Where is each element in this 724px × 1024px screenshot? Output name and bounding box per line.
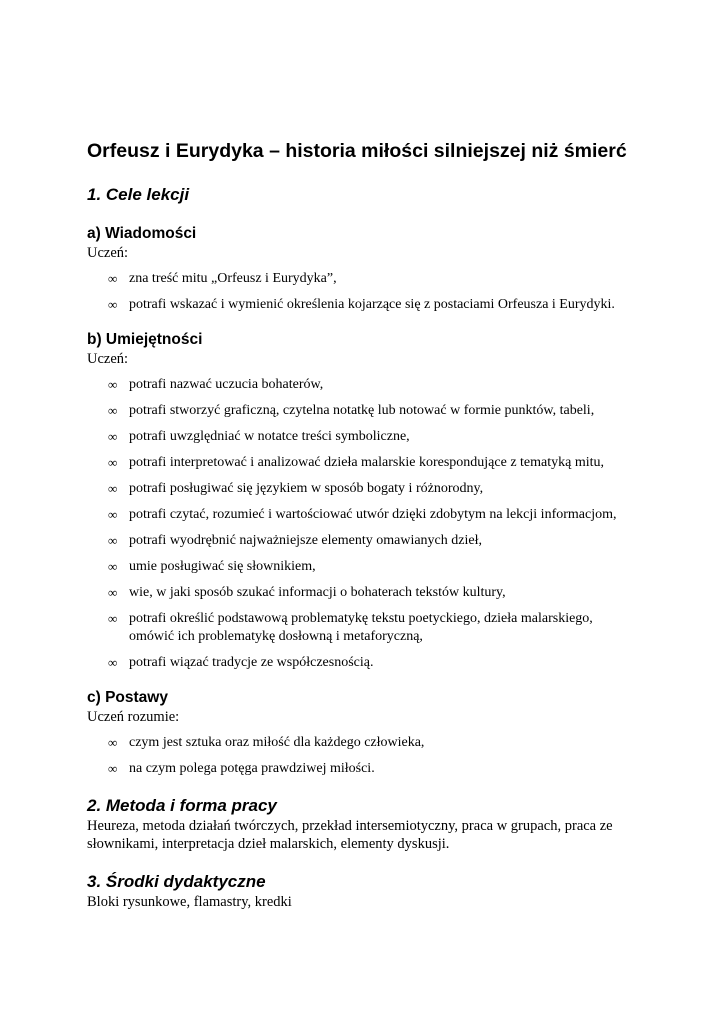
section-heading-resources: 3. Środki dydaktyczne <box>87 872 266 892</box>
infinity-bullet-icon: ∞ <box>108 271 118 286</box>
infinity-bullet-icon: ∞ <box>108 760 118 776</box>
infinity-bullet-icon: ∞ <box>108 507 118 523</box>
document-title: Orfeusz i Eurydyka – historia miłości silniejszej niż śmierć <box>87 140 627 162</box>
resources-text: Bloki rysunkowe, flamastry, kredki <box>87 894 292 911</box>
list-item: ∞ potrafi wyodrębnić najważniejsze elementy omawianych dzieł, <box>108 533 482 549</box>
list-item: ∞ umie posługiwać się słownikiem, <box>108 559 316 575</box>
list-item: ∞ na czym polega potęga prawdziwej miłości. <box>108 760 375 776</box>
intro-student-understands: Uczeń rozumie: <box>87 708 180 725</box>
infinity-bullet-icon: ∞ <box>108 611 118 627</box>
list-item: ∞ potrafi czytać, rozumieć i wartościować utwór dzięki zdobytym na lekcji informacjom, <box>108 507 617 523</box>
infinity-bullet-icon: ∞ <box>108 402 118 418</box>
method-text: Heureza, metoda działań twórczych, przekład intersemiotyczny, praca w grupach, praca ze słownikami, interpretacja dzieł malarskich, elementy dyskusji. <box>87 818 613 853</box>
infinity-bullet-icon: ∞ <box>108 655 118 671</box>
infinity-bullet-icon: ∞ <box>108 376 118 392</box>
list-item: ∞ wie, w jaki sposób szukać informacji o bohaterach tekstów kultury, <box>108 585 506 601</box>
list-item: ∞ potrafi interpretować i analizować dzieła malarskie korespondujące z tematyką mitu, <box>108 454 605 470</box>
skills-list <box>87 376 647 672</box>
infinity-bullet-icon: ∞ <box>108 734 118 750</box>
section-heading-method: 2. Metoda i forma pracy <box>87 796 277 816</box>
infinity-bullet-icon: ∞ <box>108 585 118 601</box>
subheading-attitudes: c) Postawy <box>87 688 168 706</box>
list-item: ∞ potrafi wskazać i wymienić określenia kojarzące się z postaciami Orfeusza i Eurydyki. <box>108 297 615 313</box>
intro-student: Uczeń: <box>87 245 129 261</box>
document-page <box>87 138 647 911</box>
infinity-bullet-icon: ∞ <box>108 428 118 444</box>
intro-student: Uczeń: <box>87 350 129 367</box>
list-item-multiline: ∞ potrafi określić podstawową problematykę tekstu poetyckiego, dzieła malarskiego, omówić ich problematykę dosłowną i metaforyczną, <box>108 611 593 644</box>
list-item: ∞ potrafi posługiwać się językiem w sposób bogaty i różnorodny, <box>108 480 484 496</box>
subheading-knowledge: a) Wiadomości <box>87 225 197 242</box>
infinity-bullet-icon: ∞ <box>108 480 118 496</box>
list-item: ∞ potrafi nazwać uczucia bohaterów, <box>108 376 324 392</box>
subheading-skills: b) Umiejętności <box>87 330 203 348</box>
knowledge-list <box>87 270 647 314</box>
attitudes-list <box>87 734 647 778</box>
list-item: ∞ potrafi stworzyć graficzną, czytelna notatkę lub notować w formie punktów, tabeli, <box>108 402 595 418</box>
infinity-bullet-icon: ∞ <box>108 454 118 470</box>
list-item: ∞ potrafi uwzględniać w notatce treści symboliczne, <box>108 428 410 444</box>
infinity-bullet-icon: ∞ <box>108 559 118 575</box>
list-item: ∞ czym jest sztuka oraz miłość dla każdego człowieka, <box>108 734 425 750</box>
infinity-bullet-icon: ∞ <box>108 533 118 549</box>
infinity-bullet-icon: ∞ <box>108 297 118 313</box>
section-heading-goals: 1. Cele lekcji <box>87 185 190 204</box>
list-item: ∞ zna treść mitu „Orfeusz i Eurydyka”, <box>108 271 337 286</box>
list-item: ∞ potrafi wiązać tradycje ze współczesnością. <box>108 655 374 671</box>
